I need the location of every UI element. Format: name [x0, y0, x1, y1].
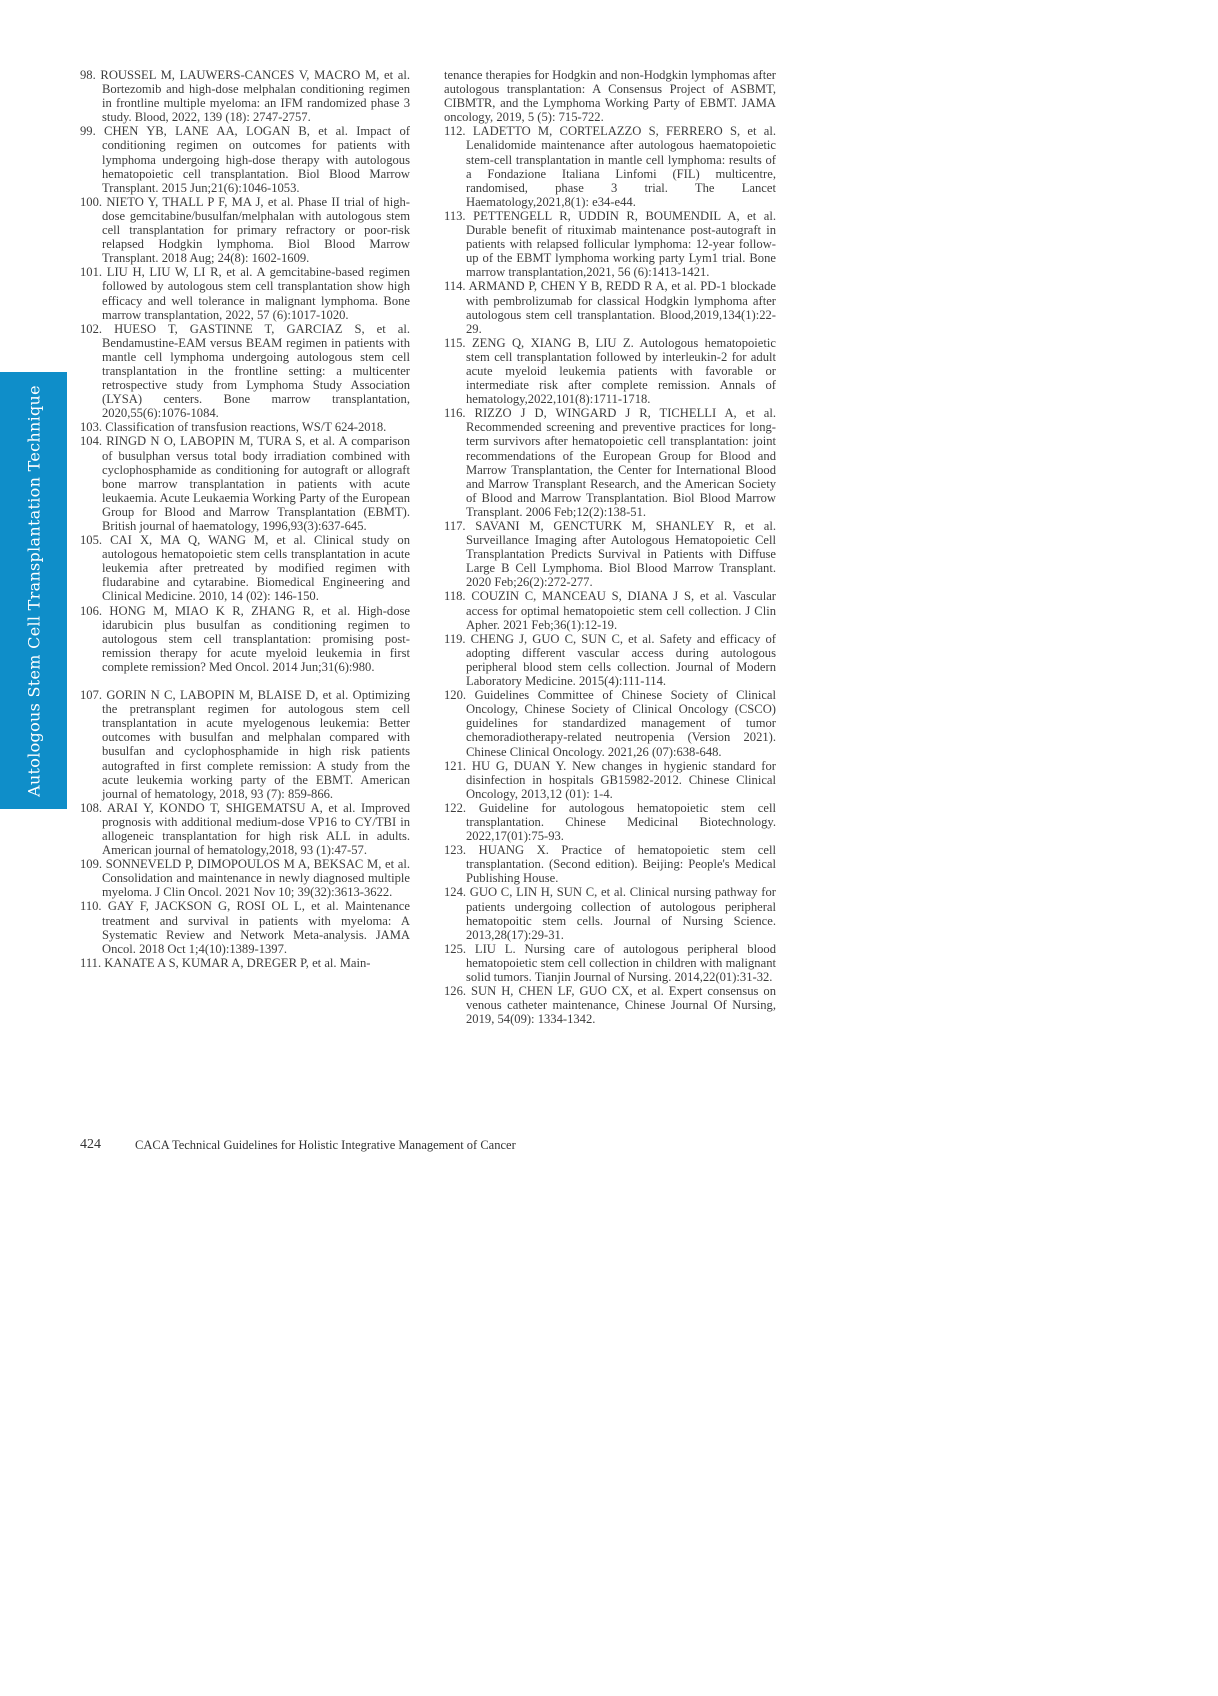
reference-112: 112. LADETTO M, CORTELAZZO S, FERRERO S, et al. Lenalidomide maintenance after autologous haematopoietic stem-cell transplantation in mantle cell lymphoma: results of a Fondazione Italiana Linfomi (FIL) multicentre, randomised, phase 3 trial. The Lancet Haematology,2021,8(1): e34-e44.: [444, 124, 776, 209]
reference-110: 110. GAY F, JACKSON G, ROSI OL L, et al. Maintenance treatment and survival in patients with myeloma: A Systematic Review and Network Meta-analysis. JAMA Oncol. 2018 Oct 1;4(10):1389-1397.: [80, 899, 410, 956]
side-tab: [0, 372, 67, 809]
page-number: 424: [80, 1137, 101, 1152]
reference-125: 125. LIU L. Nursing care of autologous peripheral blood hematopoietic stem cell collection in children with malignant solid tumors. Tianjin Journal of Nursing. 2014,22(01):31-32.: [444, 941, 776, 984]
reference-115: 115. ZENG Q, XIANG B, LIU Z. Autologous hematopoietic stem cell transplantation followed by interleukin-2 for adult acute myeloid leukemia patients with favorable or intermediate risk after complete remission. Annals of hematology,2022,101(8):1711-1718.: [444, 335, 776, 407]
reference-111: 111. KANATE A S, KUMAR A, DREGER P, et al. Main-: [80, 955, 371, 970]
reference-107: 107. GORIN N C, LABOPIN M, BLAISE D, et al. Optimizing the pretransplant regimen for autologous stem cell transplantation in acute myelogenous leukemia: Better outcomes with busulfan and melphalan compared with busulfan and cyclophosphamide in high risk patients autografted in first complete remission: A study from the acute leukemia working party of the EBMT. American journal of hematology, 2018, 93 (7): 859-866.: [80, 688, 410, 801]
reference-122: 122. Guideline for autologous hematopoietic stem cell transplantation. Chinese Medicinal Biotechnology. 2022,17(01):75-93.: [444, 800, 776, 844]
reference-109: 109. SONNEVELD P, DIMOPOULOS M A, BEKSAC M, et al. Consolidation and maintenance in newly diagnosed multiple myeloma. J Clin Oncol. 2021 Nov 10; 39(32):3613-3622.: [80, 857, 410, 900]
reference-104: 104. RINGD N O, LABOPIN M, TURA S, et al. A comparison of busulphan versus total body irradiation combined with cyclophosphamide as conditioning for autograft or allograft bone marrow transplantation in patients with acute leukaemia. Acute Leukaemia Working Party of the European Group for Blood and Marrow Transplantation (EBMT). British journal of haematology, 1996,93(3):637-645.: [80, 434, 410, 533]
reference-113: 113. PETTENGELL R, UDDIN R, BOUMENDIL A, et al. Durable benefit of rituximab maintenance post-autograft in patients with relapsed follicular lymphoma: 12-year follow-up of the EBMT lymphoma working party Lym1 trial. Bone marrow transplantation,2021, 56 (6):1413-1421.: [444, 208, 776, 280]
reference-126: 126. SUN H, CHEN LF, GUO CX, et al. Expert consensus on venous catheter maintenance, Chinese Journal Of Nursing, 2019, 54(09): 1334-1342.: [444, 984, 776, 1027]
reference-119: 119. CHENG J, GUO C, SUN C, et al. Safety and efficacy of adopting different vascular access during autologous peripheral blood stem cells collection. Journal of Modern Laboratory Medicine. 2015(4):111-114.: [444, 631, 776, 689]
reference-108: 108. ARAI Y, KONDO T, SHIGEMATSU A, et al. Improved prognosis with additional medium-dose VP16 to CY/TBI in allogeneic transplantation for high risk ALL in adults. American journal of hematology,2018, 93 (1):47-57.: [80, 800, 410, 858]
reference-111-continued: tenance therapies for Hodgkin and non-Hodgkin lymphomas after autologous transplantation: A Consensus Project of ASBMT, CIBMTR, and the Lymphoma Working Party of EBMT. JAMA oncology, 2019, 5 (5): 715-722.: [444, 68, 776, 125]
reference-105: 105. CAI X, MA Q, WANG M, et al. Clinical study on autologous hematopoietic stem cells transplantation in acute leukemia after pretreated by modified regimen with fludarabine and cytarabine. Biomedical Engineering and Clinical Medicine. 2010, 14 (02): 146-150.: [80, 533, 410, 604]
reference-123: 123. HUANG X. Practice of hematopoietic stem cell transplantation. (Second edition). Beijing: People's Medical Publishing House.: [444, 843, 776, 886]
references-left-column: [80, 68, 410, 970]
reference-102: 102. HUESO T, GASTINNE T, GARCIAZ S, et al. Bendamustine-EAM versus BEAM regimen in patients with mantle cell lymphoma undergoing autologous stem cell transplantation in the frontline setting: a multicenter retrospective study from Lymphoma Study Association (LYSA) centers. Bone marrow transplantation, 2020,55(6):1076-1084.: [80, 321, 410, 421]
reference-101: 101. LIU H, LIU W, LI R, et al. A gemcitabine-based regimen followed by autologous stem cell transplantation show high efficacy and well tolerance in malignant lymphoma. Bone marrow transplantation, 2022, 57 (6):1017-1020.: [80, 265, 410, 322]
reference-120: 120. Guidelines Committee of Chinese Society of Clinical Oncology, Chinese Society of Clinical Oncology (CSCO) guidelines for standardized management of tumor chemoradiotherapy-related neutropenia (Version 2021). Chinese Clinical Oncology. 2021,26 (07):638-648.: [444, 688, 776, 759]
reference-121: 121. HU G, DUAN Y. New changes in hygienic standard for disinfection in hospitals GB15982-2012. Chinese Clinical Oncology, 2013,12 (01): 1-4.: [444, 758, 776, 801]
reference-116: 116. RIZZO J D, WINGARD J R, TICHELLI A, et al. Recommended screening and preventive practices for long-term survivors after hematopoietic cell transplantation: joint recommendations of the European Group for Blood and Marrow Transplantation, the Center for International Blood and Marrow Transplant Research, and the American Society of Blood and Marrow Transplantation. Biol Blood Marrow Transplant. 2006 Feb;12(2):138-51.: [444, 406, 776, 519]
footer-title: CACA Technical Guidelines for Holistic Integrative Management of Cancer: [135, 1138, 516, 1152]
reference-103: 103. Classification of transfusion reactions, WS/T 624-2018.: [80, 420, 387, 435]
reference-106: 106. HONG M, MIAO K R, ZHANG R, et al. High-dose idarubicin plus busulfan as conditioning regimen to autologous stem cell transplantation: promising post-remission therapy for acute myeloid leukemia in first complete remission? Med Oncol. 2014 Jun;31(6):980.: [80, 603, 410, 674]
side-tab-label: Autologous Stem Cell Transplantation Technique: [24, 384, 43, 797]
reference-114: 114. ARMAND P, CHEN Y B, REDD R A, et al. PD-1 blockade with pembrolizumab for classical Hodgkin lymphoma after autologous stem cell transplantation. Blood,2019,134(1):22-29.: [444, 279, 776, 336]
reference-124: 124. GUO C, LIN H, SUN C, et al. Clinical nursing pathway for patients undergoing collection of autologous peripheral hematopoitic stem cells. Journal of Nursing Science. 2013,28(17):29-31.: [444, 885, 776, 942]
references-right-column: [444, 68, 776, 1026]
reference-100: 100. NIETO Y, THALL P F, MA J, et al. Phase II trial of high-dose gemcitabine/busulfan/melphalan with autologous stem cell transplantation for primary refractory or poor-risk relapsed Hodgkin lymphoma. Biol Blood Marrow Transplant. 2018 Aug; 24(8): 1602-1609.: [80, 194, 410, 266]
reference-98: 98. ROUSSEL M, LAUWERS-CANCES V, MACRO M, et al. Bortezomib and high-dose melphalan conditioning regimen in frontline multiple myeloma: an IFM randomized phase 3 study. Blood, 2022, 139 (18): 2747-2757.: [80, 68, 410, 125]
reference-99: 99. CHEN YB, LANE AA, LOGAN B, et al. Impact of conditioning regimen on outcomes for patients with lymphoma undergoing high-dose therapy with autologous hematopoietic cell transplantation. Biol Blood Marrow Transplant. 2015 Jun;21(6):1046-1053.: [80, 124, 410, 195]
reference-117: 117. SAVANI M, GENCTURK M, SHANLEY R, et al. Surveillance Imaging after Autologous Hematopoietic Cell Transplantation Predicts Survival in Patients with Diffuse Large B Cell Lymphoma. Biol Blood Marrow Transplant. 2020 Feb;26(2):272-277.: [444, 519, 776, 590]
reference-118: 118. COUZIN C, MANCEAU S, DIANA J S, et al. Vascular access for optimal hematopoietic stem cell collection. J Clin Apher. 2021 Feb;36(1):12-19.: [444, 589, 776, 632]
